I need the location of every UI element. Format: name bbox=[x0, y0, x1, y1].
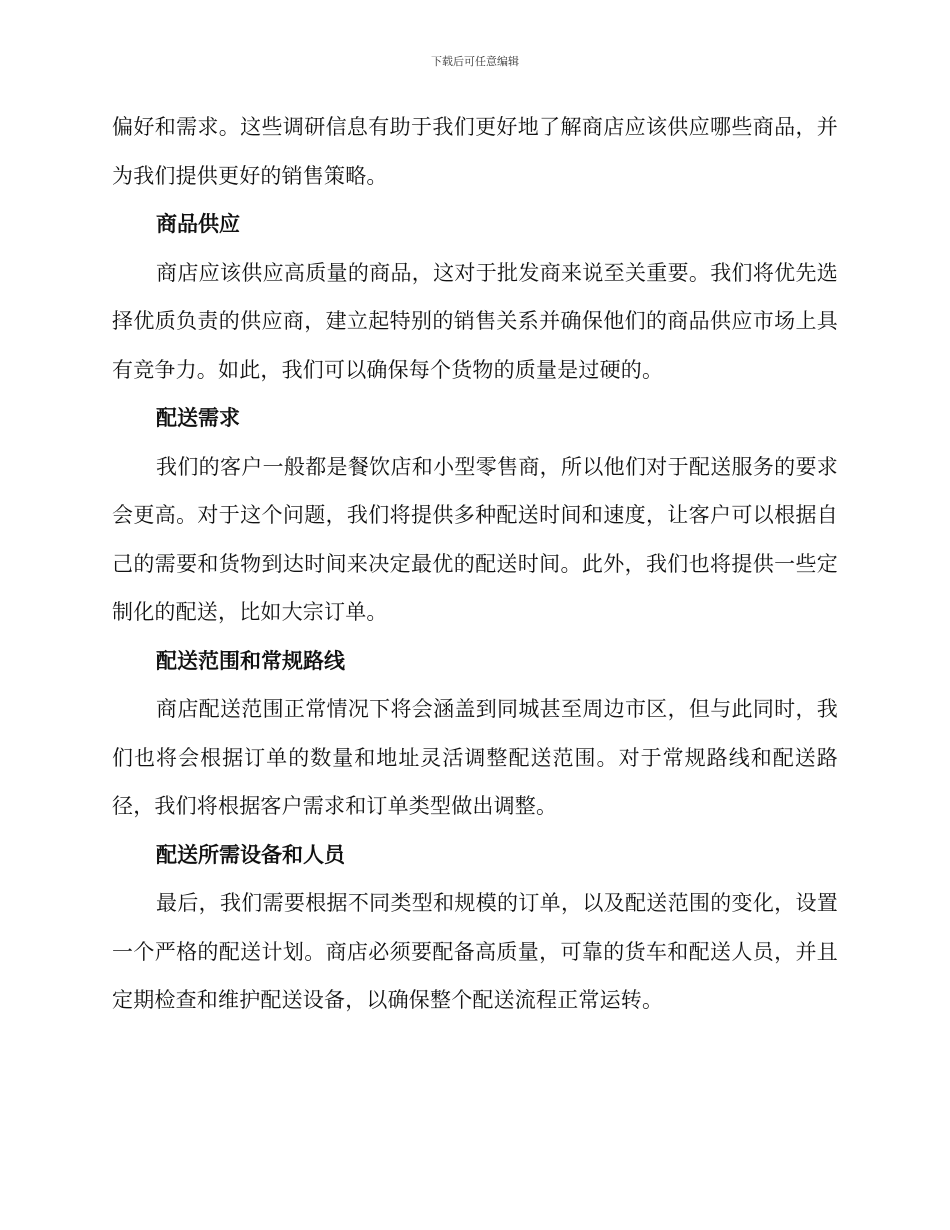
intro-paragraph: 偏好和需求。这些调研信息有助于我们更好地了解商店应该供应哪些商品，并为我们提供更好的销售策略。 bbox=[112, 115, 838, 188]
section-heading-supply: 商品供应 bbox=[156, 212, 240, 236]
section-paragraph-delivery-range: 商店配送范围正常情况下将会涵盖到同城甚至周边市区，但与此同时，我们也将会根据订单的数量和地址灵活调整配送范围。对于常规路线和配送路径，我们将根据客户需求和订单类型做出调整。 bbox=[112, 697, 838, 818]
section-heading-delivery-demand: 配送需求 bbox=[156, 406, 240, 430]
page-header: 下载后可任意编辑 bbox=[431, 55, 519, 68]
section-heading-delivery-equipment: 配送所需设备和人员 bbox=[156, 842, 345, 867]
section-paragraph-delivery-demand: 我们的客户一般都是餐饮店和小型零售商，所以他们对于配送服务的要求会更高。对于这个问题，我们将提供多种配送时间和速度，让客户可以根据自己的需要和货物到达时间来决定最优的配送时间。此外，我们也将提供一些定制化的配送，比如大宗订单。 bbox=[112, 454, 838, 624]
section-heading-delivery-range: 配送范围和常规路线 bbox=[156, 648, 345, 673]
document-body bbox=[112, 103, 838, 1025]
section-paragraph-supply: 商店应该供应高质量的商品，这对于批发商来说至关重要。我们将优先选择优质负责的供应商，建立起特别的销售关系并确保他们的商品供应市场上具有竞争力。如此，我们可以确保每个货物的质量是过硬的。 bbox=[112, 260, 838, 382]
section-paragraph-delivery-equipment: 最后，我们需要根据不同类型和规模的订单，以及配送范围的变化，设置一个严格的配送计划。商店必须要配备高质量，可靠的货车和配送人员，并且定期检查和维护配送设备，以确保整个配送流程正常运转。 bbox=[112, 891, 838, 1012]
